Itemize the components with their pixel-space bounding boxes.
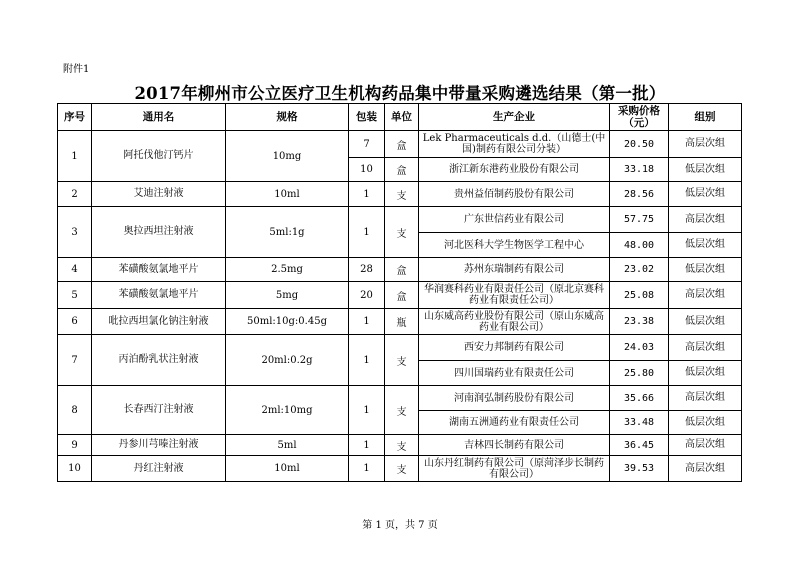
cell-name: 阿托伐他汀钙片 bbox=[92, 131, 226, 182]
header-price: 采购价格（元） bbox=[610, 104, 669, 131]
table-row bbox=[58, 386, 742, 411]
cell-no: 1 bbox=[58, 131, 92, 182]
cell-group: 高层次组 bbox=[669, 207, 742, 233]
cell-company: 吉林四长制药有限公司 bbox=[419, 435, 610, 456]
cell-spec: 20ml:0.2g bbox=[226, 335, 349, 386]
cell-company: 河北医科大学生物医学工程中心 bbox=[419, 233, 610, 258]
cell-price: 39.53 bbox=[610, 456, 669, 482]
table-row bbox=[58, 282, 742, 309]
cell-name: 长春西汀注射液 bbox=[92, 386, 226, 435]
cell-spec: 5mg bbox=[226, 282, 349, 309]
cell-unit: 支 bbox=[385, 386, 419, 435]
cell-group: 高层次组 bbox=[669, 131, 742, 158]
cell-name: 吡拉西坦氯化钠注射液 bbox=[92, 309, 226, 335]
cell-price: 20.50 bbox=[610, 131, 669, 158]
cell-price: 33.48 bbox=[610, 411, 669, 435]
cell-price: 23.02 bbox=[610, 258, 669, 282]
table-row bbox=[58, 207, 742, 233]
cell-spec: 5ml:1g bbox=[226, 207, 349, 258]
header-no: 序号 bbox=[58, 104, 92, 131]
cell-company: 贵州益佰制药股份有限公司 bbox=[419, 182, 610, 207]
cell-unit: 盒 bbox=[385, 258, 419, 282]
cell-group: 高层次组 bbox=[669, 386, 742, 411]
header-company: 生产企业 bbox=[419, 104, 610, 131]
cell-price: 36.45 bbox=[610, 435, 669, 456]
cell-spec: 5ml bbox=[226, 435, 349, 456]
table-row bbox=[58, 335, 742, 361]
cell-spec: 2.5mg bbox=[226, 258, 349, 282]
table-row bbox=[58, 182, 742, 207]
cell-company: 山东威高药业股份有限公司（原山东威高药业有限公司） bbox=[419, 309, 610, 335]
cell-no: 2 bbox=[58, 182, 92, 207]
cell-pack: 20 bbox=[349, 282, 385, 309]
cell-price: 35.66 bbox=[610, 386, 669, 411]
cell-unit: 盒 bbox=[385, 131, 419, 158]
table-row bbox=[58, 456, 742, 482]
cell-spec: 2ml:10mg bbox=[226, 386, 349, 435]
cell-group: 低层次组 bbox=[669, 233, 742, 258]
cell-company: Lek Pharmaceuticals d.d.（山德士(中国)制药有限公司分装） bbox=[419, 131, 610, 158]
cell-pack: 10 bbox=[349, 158, 385, 182]
cell-spec: 50ml:10g:0.45g bbox=[226, 309, 349, 335]
cell-name: 苯磺酸氨氯地平片 bbox=[92, 282, 226, 309]
cell-group: 高层次组 bbox=[669, 282, 742, 309]
cell-pack: 1 bbox=[349, 309, 385, 335]
cell-no: 8 bbox=[58, 386, 92, 435]
table-row bbox=[58, 258, 742, 282]
cell-company: 苏州东瑞制药有限公司 bbox=[419, 258, 610, 282]
header-pack: 包装 bbox=[349, 104, 385, 131]
cell-unit: 盒 bbox=[385, 282, 419, 309]
cell-company: 四川国瑞药业有限责任公司 bbox=[419, 361, 610, 386]
cell-unit: 支 bbox=[385, 182, 419, 207]
cell-spec: 10ml bbox=[226, 456, 349, 482]
cell-no: 7 bbox=[58, 335, 92, 386]
page-footer: 第 1 页，共 7 页 bbox=[362, 520, 438, 531]
cell-no: 4 bbox=[58, 258, 92, 282]
cell-group: 低层次组 bbox=[669, 309, 742, 335]
cell-group: 低层次组 bbox=[669, 361, 742, 386]
cell-no: 10 bbox=[58, 456, 92, 482]
attachment-label: 附件1 bbox=[63, 64, 90, 75]
cell-company: 华润赛科药业有限责任公司（原北京赛科药业有限责任公司） bbox=[419, 282, 610, 309]
header-unit: 单位 bbox=[385, 104, 419, 131]
cell-pack: 1 bbox=[349, 386, 385, 435]
cell-pack: 7 bbox=[349, 131, 385, 158]
cell-group: 低层次组 bbox=[669, 158, 742, 182]
cell-price: 57.75 bbox=[610, 207, 669, 233]
cell-spec: 10ml bbox=[226, 182, 349, 207]
cell-name: 艾迪注射液 bbox=[92, 182, 226, 207]
cell-no: 9 bbox=[58, 435, 92, 456]
table-header-row bbox=[58, 104, 742, 131]
cell-unit: 瓶 bbox=[385, 309, 419, 335]
header-group: 组别 bbox=[669, 104, 742, 131]
cell-company: 山东丹红制药有限公司（原菏泽步长制药有限公司） bbox=[419, 456, 610, 482]
cell-name: 丹红注射液 bbox=[92, 456, 226, 482]
cell-unit: 支 bbox=[385, 456, 419, 482]
cell-company: 广东世信药业有限公司 bbox=[419, 207, 610, 233]
cell-price: 25.80 bbox=[610, 361, 669, 386]
cell-group: 低层次组 bbox=[669, 411, 742, 435]
cell-unit: 支 bbox=[385, 207, 419, 258]
cell-pack: 28 bbox=[349, 258, 385, 282]
cell-pack: 1 bbox=[349, 456, 385, 482]
table-row bbox=[58, 131, 742, 158]
cell-pack: 1 bbox=[349, 435, 385, 456]
cell-group: 高层次组 bbox=[669, 335, 742, 361]
cell-company: 浙江新东港药业股份有限公司 bbox=[419, 158, 610, 182]
cell-group: 低层次组 bbox=[669, 258, 742, 282]
document-title: 2017年柳州市公立医疗卫生机构药品集中带量采购遴选结果（第一批） bbox=[134, 84, 666, 103]
cell-name: 苯磺酸氨氯地平片 bbox=[92, 258, 226, 282]
cell-pack: 1 bbox=[349, 335, 385, 386]
cell-price: 28.56 bbox=[610, 182, 669, 207]
cell-price: 33.18 bbox=[610, 158, 669, 182]
cell-no: 6 bbox=[58, 309, 92, 335]
cell-company: 湖南五洲通药业有限责任公司 bbox=[419, 411, 610, 435]
cell-pack: 1 bbox=[349, 182, 385, 207]
cell-company: 河南润弘制药股份有限公司 bbox=[419, 386, 610, 411]
cell-group: 高层次组 bbox=[669, 435, 742, 456]
cell-pack: 1 bbox=[349, 207, 385, 258]
cell-name: 奥拉西坦注射液 bbox=[92, 207, 226, 258]
table-row bbox=[58, 435, 742, 456]
cell-group: 高层次组 bbox=[669, 456, 742, 482]
results-table bbox=[57, 103, 742, 482]
cell-no: 3 bbox=[58, 207, 92, 258]
cell-unit: 支 bbox=[385, 435, 419, 456]
cell-group: 低层次组 bbox=[669, 182, 742, 207]
cell-price: 25.08 bbox=[610, 282, 669, 309]
cell-unit: 盒 bbox=[385, 158, 419, 182]
cell-spec: 10mg bbox=[226, 131, 349, 182]
table-row bbox=[58, 309, 742, 335]
cell-company: 西安力邦制药有限公司 bbox=[419, 335, 610, 361]
header-name: 通用名 bbox=[92, 104, 226, 131]
cell-price: 48.00 bbox=[610, 233, 669, 258]
cell-price: 24.03 bbox=[610, 335, 669, 361]
cell-price: 23.38 bbox=[610, 309, 669, 335]
cell-unit: 支 bbox=[385, 335, 419, 386]
cell-name: 丹参川芎嗪注射液 bbox=[92, 435, 226, 456]
cell-name: 丙泊酚乳状注射液 bbox=[92, 335, 226, 386]
header-spec: 规格 bbox=[226, 104, 349, 131]
cell-no: 5 bbox=[58, 282, 92, 309]
